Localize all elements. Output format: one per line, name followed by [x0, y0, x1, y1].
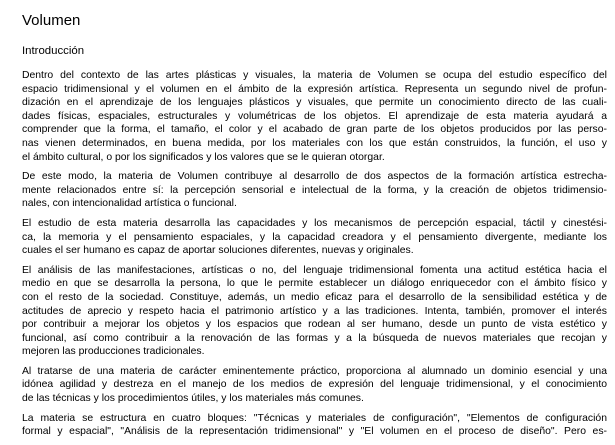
text-line: actitudes de aprecio y respeto hacia el patrimonio artístico y a las tradiciones. Intenta, también, promover el interés: [22, 305, 607, 317]
paragraph: [22, 217, 607, 258]
text-line: comprender que la forma, el tamaño, el color y el acabado de gran parte de los objetos producidos por las perso-: [22, 124, 607, 136]
text-line: de las técnicas y los procedimientos útiles, y los materiales más comunes.: [22, 393, 364, 405]
text-line: mente relacionados entre sí: la percepción sensorial e intelectual de la forma, y la creación de objetos tridimensio-: [22, 184, 607, 196]
text-line: mejoren las producciones tradicionales.: [22, 346, 205, 358]
text-line: funcional, así como contribuir a la renovación de las formas y a la búsqueda de nuevos materiales que recojan y: [22, 332, 607, 344]
body-text: [22, 69, 607, 445]
text-line: De este modo, la materia de Volumen contribuye al desarrollo de dos aspectos de la formación artística estrecha-: [22, 171, 607, 183]
paragraph: [22, 365, 607, 406]
text-line: el ámbito cultural, o por los significados y los valores que se le quieran otorgar.: [22, 151, 385, 163]
text-line: dades físicas, espaciales, estructurales y volumétricas de los objetos. El aprendizaje de esta materia ayudará a: [22, 110, 607, 122]
text-line: nales, con intencionalidad artística o funcional.: [22, 198, 237, 210]
text-line: El análisis de las manifestaciones, artísticas o no, del lenguaje tridimensional fomenta una actitud estética hacia el: [22, 264, 607, 276]
text-line: La materia se estructura en cuatro bloques: "Técnicas y materiales de configuración", "Elementos de configuración: [22, 412, 607, 424]
text-line: cuales el ser humano es capaz de aportar soluciones diferentes, nuevas y originales.: [22, 245, 414, 257]
paragraph: [22, 412, 607, 439]
paragraph: [22, 69, 607, 164]
section-heading: Introducción: [22, 45, 85, 57]
text-line: Al tratarse de una materia de carácter eminentemente práctico, proporciona al alumnado un dominio esencial y una: [22, 365, 607, 377]
paragraph: [22, 170, 607, 211]
text-line: Dentro del contexto de las artes plásticas y visuales, la materia de Volumen se ocupa del estudio específico del: [22, 70, 607, 81]
text-line: idónea agilidad y destreza en el manejo de los medios de expresión del lenguaje tridimensional, y el conocimiento: [22, 379, 607, 391]
document-title: Volumen: [22, 12, 81, 29]
paragraph: [22, 264, 607, 359]
text-line: con el resto de la sociedad. Constituye, además, un medio eficaz para el desarrollo de la sensibilidad estética y de: [22, 291, 607, 303]
text-line: formal y espacial", "Análisis de la representación tridimensional" y "El volumen en el proceso de diseño". Pero es-: [22, 426, 607, 438]
text-line: espacio tridimensional y el volumen en el ámbito de la expresión artística. Representa un segundo nivel de profun-: [22, 83, 607, 95]
text-line: por contribuir a mejorar los objetos y los espacios que rodean al ser humano, desde un punto de vista estético y: [22, 319, 607, 331]
text-line: medio en que se desarrolla la persona, lo que le permite establecer un diálogo enriquecedor con el ámbito físico y: [22, 278, 607, 290]
text-line: dización en el aprendizaje de los lenguajes plásticos y visuales, que permite un conocimiento directo de las cuali-: [22, 97, 607, 109]
text-line: nas vienen determinados, en buena medida, por los materiales con los que están construidos, la función, el uso y: [22, 137, 607, 149]
text-line: El estudio de esta materia desarrolla las capacidades y los mecanismos de percepción espacial, táctil y cinestési-: [22, 217, 607, 229]
text-line: ca, la memoria y el pensamiento espaciales, y la capacidad creadora y el pensamiento divergente, mediante los: [22, 231, 607, 243]
